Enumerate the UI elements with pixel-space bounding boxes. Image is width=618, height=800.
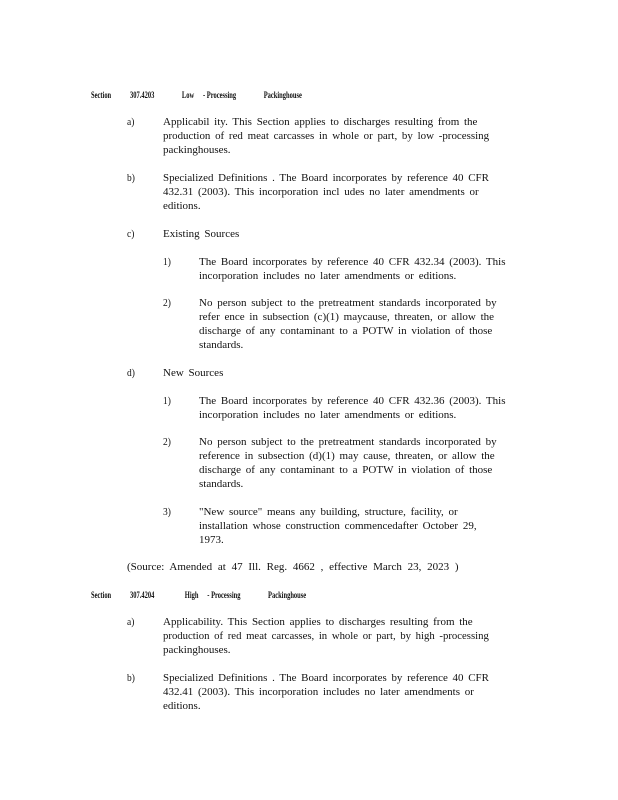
item-text <box>199 505 489 547</box>
section-number: 307.4204 <box>130 590 155 600</box>
text-line: Applicability. This Section applies to discharges resulting from the <box>163 616 473 628</box>
item-marker: 1) <box>163 395 171 407</box>
text-line: editions. <box>163 200 201 212</box>
text-line: Applicabil ity. This Section applies to discharges resulting from the <box>163 116 478 128</box>
section-label: Section <box>91 90 112 100</box>
text-line: discharge of any contaminant to a POTW in violation of those <box>199 464 493 476</box>
text-line: No person subject to the pretreatment standards incorporated by <box>199 436 497 448</box>
section-label: Section <box>91 590 112 600</box>
section-title-part: Packinghouse <box>268 590 307 600</box>
subsection-marker: c) <box>127 228 135 240</box>
text-line: production of red meat carcasses in whole or part, by low -processing <box>163 130 490 142</box>
item-text <box>199 394 517 422</box>
text-line: packinghouses. <box>163 144 231 156</box>
section-title-part: - Processing <box>207 590 241 600</box>
text-line: Specialized Definitions . The Board incorporates by reference 40 CFR <box>163 672 489 684</box>
text-line: reference in subsection (d)(1) may cause, threaten, or allow the <box>199 450 495 462</box>
item-marker: 2) <box>163 297 171 309</box>
section-title-part: Low <box>181 90 195 100</box>
item-text <box>199 435 507 491</box>
text-line: standards. <box>199 339 244 351</box>
item-marker: 2) <box>163 436 171 448</box>
section-title-part: High <box>184 590 199 600</box>
item-text <box>199 296 507 352</box>
section-heading <box>91 90 302 100</box>
subsection-marker: b) <box>127 172 135 184</box>
section-title-part: - Processing <box>202 90 237 100</box>
subsection-text <box>163 115 489 157</box>
text-line: incorporation includes no later amendments or editions. <box>199 409 457 421</box>
subsection-text <box>163 615 489 657</box>
subsection-heading: Existing Sources <box>163 228 240 240</box>
text-line: discharge of any contaminant to a POTW in violation of those <box>199 325 493 337</box>
text-line: No person subject to the pretreatment standards incorporated by <box>199 297 497 309</box>
item-text <box>199 255 517 283</box>
section-title-part: Packinghouse <box>263 90 302 100</box>
source-note: (Source: Amended at 47 Ill. Reg. 4662 , effective March 23, 2023 ) <box>127 561 459 573</box>
text-line: packinghouses. <box>163 644 231 656</box>
text-line: 432.31 (2003). This incorporation incl udes no later amendments or <box>163 186 479 198</box>
text-line: "New source" means any building, structure, facility, or <box>199 506 458 518</box>
text-line: production of red meat carcasses, in whole or part, by high -processing <box>163 630 489 642</box>
text-line: installation whose construction commencedafter October 29, <box>199 520 477 532</box>
subsection-heading: New Sources <box>163 367 224 379</box>
subsection-marker: b) <box>127 672 135 684</box>
subsection-text <box>163 671 489 713</box>
section-number: 307.4203 <box>130 90 155 100</box>
text-line: 432.41 (2003). This incorporation includes no later amendments or <box>163 686 474 698</box>
item-marker: 3) <box>163 506 171 518</box>
text-line: editions. <box>163 700 201 712</box>
text-line: The Board incorporates by reference 40 CFR 432.36 (2003). This <box>199 395 506 407</box>
item-marker: 1) <box>163 256 171 268</box>
subsection-text <box>163 171 489 213</box>
subsection-marker: d) <box>127 367 135 379</box>
subsection-marker: a) <box>127 116 135 128</box>
text-line: refer ence in subsection (c)(1) maycause, threaten, or allow the <box>199 311 495 323</box>
subsection-marker: a) <box>127 616 135 628</box>
section-heading <box>91 590 306 600</box>
text-line: 1973. <box>199 534 224 546</box>
text-line: standards. <box>199 478 244 490</box>
text-line: incorporation includes no later amendments or editions. <box>199 270 457 282</box>
text-line: The Board incorporates by reference 40 CFR 432.34 (2003). This <box>199 256 506 268</box>
text-line: Specialized Definitions . The Board incorporates by reference 40 CFR <box>163 172 489 184</box>
